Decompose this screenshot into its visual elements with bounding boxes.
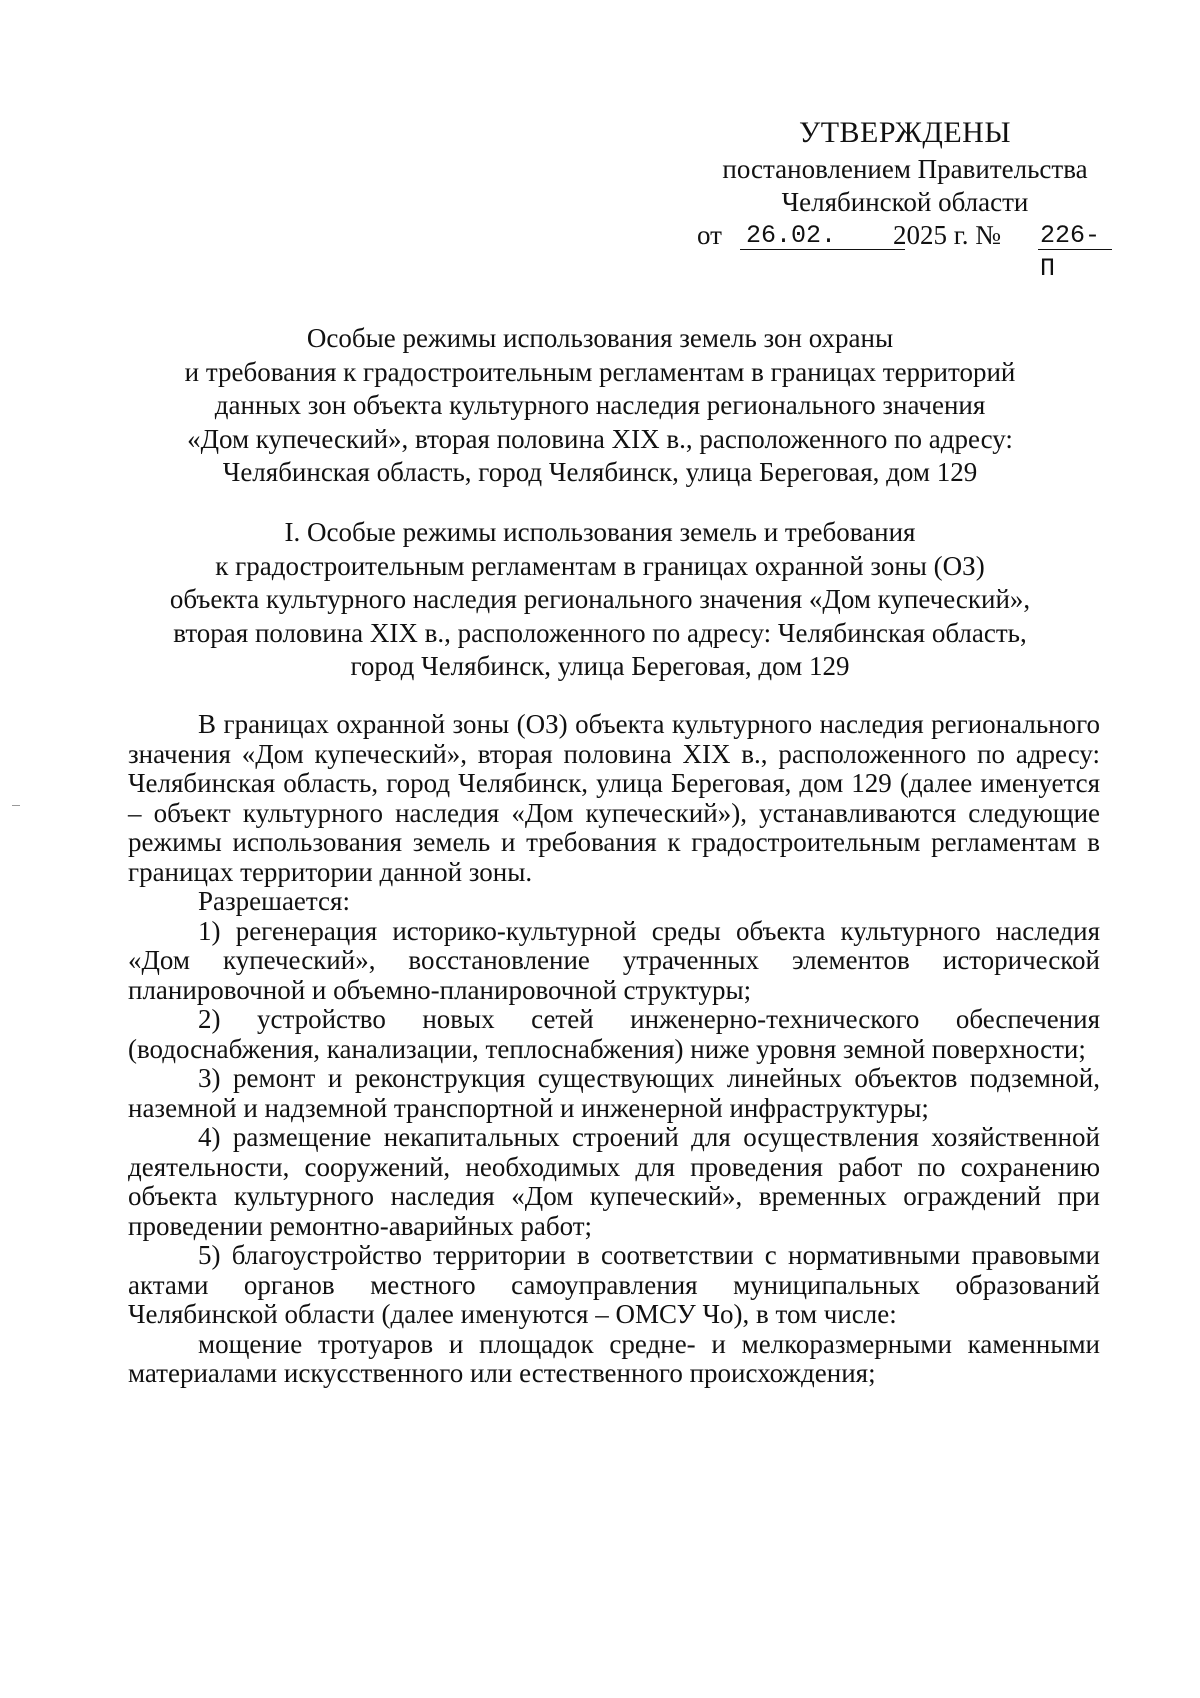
section-line: к градостроительным регламентам в границах охранной зоны (ОЗ)	[215, 550, 985, 581]
allowed-label: Разрешается:	[198, 886, 350, 916]
title-line: «Дом купеческий», вторая половина XIX в., расположенного по адресу:	[187, 423, 1013, 454]
list-item: 4) размещение некапитальных строений для осуществления хозяйственной деятельности, сооружений, необходимых для проведения работ по сохранению объекта культурного наследия «Дом купеческий», временных ограждений при проведении ремонтно-аварийных работ;	[128, 1122, 1100, 1241]
year-text: 2025 г. №	[893, 220, 1002, 250]
section-heading	[120, 516, 1080, 684]
title-line: Особые режимы использования земель зон охраны	[306, 323, 894, 353]
number-value: 226-П	[1040, 221, 1101, 283]
list-item: 5) благоустройство территории в соответствии с нормативными правовыми актами органов местного самоуправления муниципальных образований Челябинской области (далее именуются – ОМСУ Чо), в том числе:	[128, 1240, 1100, 1329]
approval-date-line	[695, 219, 1115, 283]
date-field	[740, 219, 905, 250]
date-value: 26.02.	[746, 221, 837, 250]
list-item: мощение тротуаров и площадок средне- и мелкоразмерными каменными материалами искусственного или естественного происхождения;	[128, 1328, 1100, 1388]
approval-line-1: постановлением Правительства	[722, 154, 1088, 184]
date-prefix: от	[697, 220, 722, 250]
section-line: вторая половина XIX в., расположенного по адресу: Челябинская область,	[173, 617, 1027, 648]
approval-line-2: Челябинской области	[781, 187, 1029, 217]
approval-heading: УТВЕРЖДЕНЫ	[798, 116, 1012, 149]
intro-paragraph: В границах охранной зоны (ОЗ) объекта культурного наследия регионального значения «Дом купеческий», вторая половина XIX в., расположенного по адресу: Челябинская область, город Челябинск, улица Береговая, дом 129 (далее именуется – объект культурного наследия «Дом купеческий»), устанавливаются следующие режимы использования земель и требования к градостроительным регламентам в границах территории данной зоны.	[128, 709, 1100, 887]
body-text	[128, 710, 1100, 1389]
number-field	[1038, 219, 1112, 283]
list-item: 1) регенерация историко-культурной среды объекта культурного наследия «Дом купеческий», восстановление утраченных элементов исторической планировочной и объемно-планировочной структуры;	[128, 915, 1100, 1005]
list-item: 3) ремонт и реконструкция существующих линейных объектов подземной, наземной и надземной транспортной и инженерной инфраструктуры;	[128, 1063, 1100, 1123]
document-title	[120, 322, 1080, 490]
title-line: Челябинская область, город Челябинск, улица Береговая, дом 129	[222, 457, 978, 487]
title-line: данных зон объекта культурного наследия регионального значения	[214, 390, 986, 420]
section-line: объекта культурного наследия регионального значения «Дом купеческий»,	[169, 584, 1031, 614]
section-line: город Челябинск, улица Береговая, дом 129	[350, 651, 850, 681]
approval-block	[695, 115, 1115, 283]
scan-mark	[12, 805, 20, 806]
list-item: 2) устройство новых сетей инженерно-технического обеспечения (водоснабжения, канализации, теплоснабжения) ниже уровня земной поверхности;	[128, 1004, 1100, 1064]
title-line: и требования к градостроительным регламентам в границах территорий	[184, 356, 1016, 387]
section-line: I. Особые режимы использования земель и требования	[284, 517, 916, 547]
